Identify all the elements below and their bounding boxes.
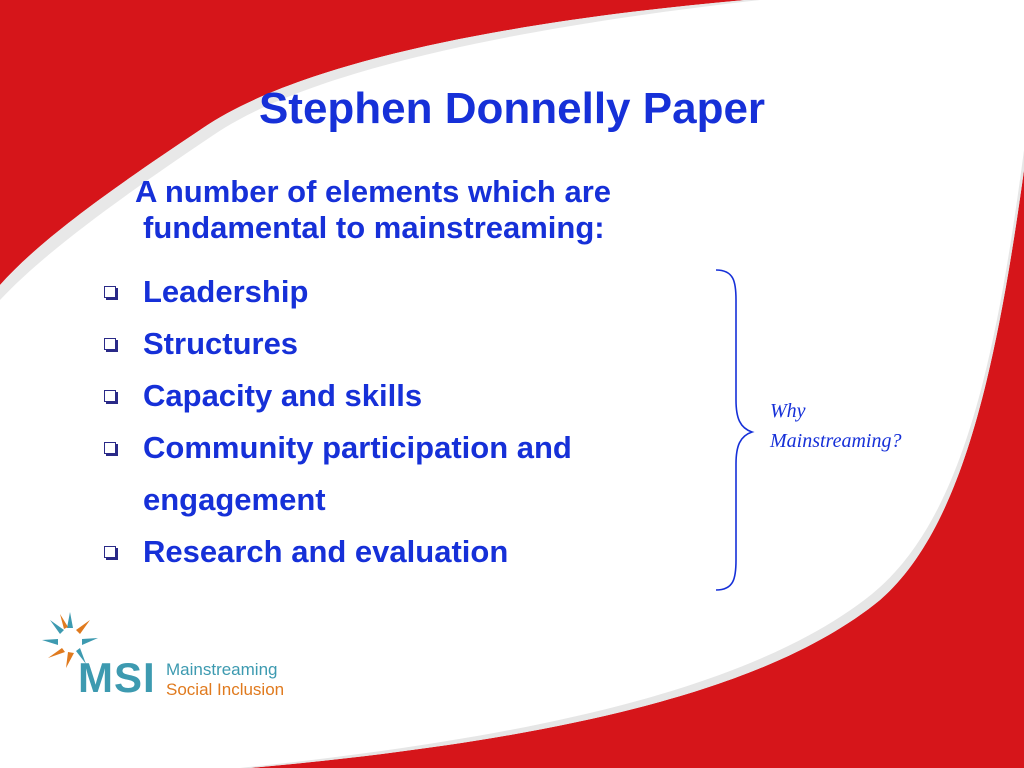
checkbox-bullet-icon bbox=[104, 338, 116, 350]
logo-line-mainstreaming: Mainstreaming bbox=[166, 660, 278, 679]
logo-acronym: MSI bbox=[78, 654, 156, 701]
bullet-text: Leadership bbox=[143, 274, 309, 309]
bullet-text: Structures bbox=[143, 326, 299, 361]
side-note-line1: Why bbox=[770, 400, 806, 422]
bullet-item bbox=[100, 422, 703, 526]
bullet-text: Capacity and skills bbox=[143, 378, 423, 413]
bullet-text: Community participation and engagement bbox=[143, 430, 572, 517]
checkbox-bullet-icon bbox=[104, 390, 116, 402]
bullet-item bbox=[100, 370, 703, 422]
bullet-item bbox=[100, 318, 703, 370]
intro-text: A number of elements which are fundamental to mainstreaming: bbox=[135, 174, 612, 245]
right-brace bbox=[716, 270, 752, 590]
checkbox-bullet-icon bbox=[104, 286, 116, 298]
side-note bbox=[770, 396, 901, 456]
slide-title: Stephen Donnelly Paper bbox=[258, 84, 766, 133]
side-note-line2: Mainstreaming? bbox=[770, 430, 902, 452]
bullet-item bbox=[100, 266, 703, 318]
bullet-list bbox=[100, 266, 703, 578]
checkbox-bullet-icon bbox=[104, 442, 116, 454]
bullet-item bbox=[100, 526, 703, 578]
checkbox-bullet-icon bbox=[104, 546, 116, 558]
bullet-text: Research and evaluation bbox=[143, 534, 509, 569]
logo-line-social-inclusion: Social Inclusion bbox=[166, 680, 285, 699]
